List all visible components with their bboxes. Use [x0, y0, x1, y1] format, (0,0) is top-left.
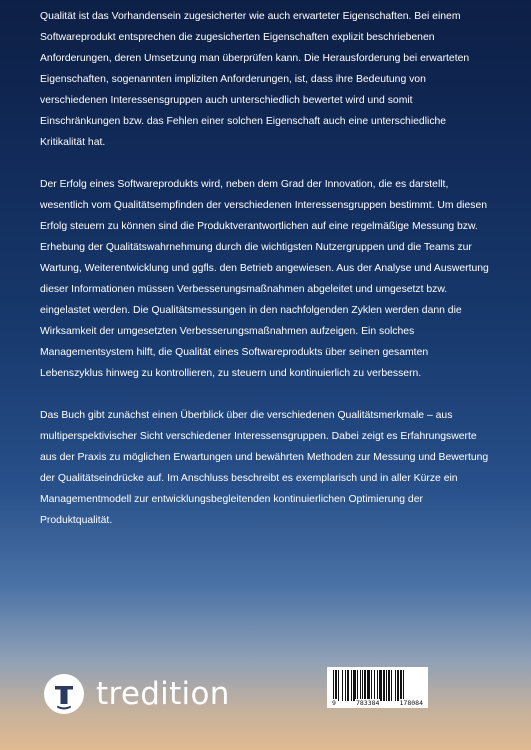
barcode-digit-group-2: 178084: [399, 699, 423, 707]
barcode-bar: [391, 670, 392, 701]
barcode-bar: [383, 670, 385, 701]
barcode-digits: [331, 699, 424, 707]
barcode-bar: [347, 670, 349, 701]
barcode-bar: [403, 670, 404, 701]
barcode-bar: [400, 670, 402, 701]
barcode-bar: [335, 670, 337, 701]
barcode-bar: [342, 670, 343, 701]
barcode-bars: [331, 670, 424, 701]
barcode-bar: [395, 670, 396, 701]
barcode-bar: [353, 670, 356, 701]
barcode-bar: [367, 670, 370, 701]
barcode-bar: [357, 670, 358, 701]
tredition-logo-icon: [44, 674, 84, 714]
publisher-logo: [44, 674, 230, 714]
isbn-barcode: [327, 667, 428, 708]
barcode-bar: [351, 670, 352, 701]
blurb-paragraph-1: Qualität ist das Vorhandensein zugesicherter wie auch erwarteter Eigenschaften. Bei einem Softwareprodukt entsprechen die zugesicherten Eigenschaften explizit beschriebenen Anforderungen, deren Umsetzung man überprüfen kann. Die Herausforderung bei erwarteten Eigenschaften, sogenannten impliziten Anforderungen, ist, dass ihre Bedeutung von verschiedenen Interessensgruppen auch unterschiedlich bewertet wird und somit Einschränkungen bzw. das Fehlen einer solchen Eigenschaft auch eine unterschiedliche Kritikalität hat.: [40, 11, 470, 148]
barcode-bar: [374, 670, 375, 701]
back-cover-text: [40, 6, 490, 552]
barcode-digit-group-1: 783384: [355, 699, 380, 707]
barcode-bar: [362, 670, 363, 701]
barcode-bar: [364, 670, 366, 701]
barcode-bar: [377, 670, 378, 701]
barcode-bar: [371, 670, 372, 701]
barcode-bar: [397, 670, 399, 701]
barcode-bar: [345, 670, 346, 701]
barcode-bar: [388, 670, 390, 701]
barcode-bar: [386, 670, 387, 701]
barcode-bar: [338, 670, 339, 701]
publisher-name: tredition: [96, 676, 230, 712]
barcode-bar: [379, 670, 382, 701]
blurb-paragraph-2: Der Erfolg eines Softwareprodukts wird, neben dem Grad der Innovation, die es darstellt, wesentlich vom Qualitätsempfinden der verschiedenen Interessensgruppen bestimmt. Um diesen Erfolg steuern zu können sind die Produktverantwortlichen auf eine regelmäßige Messung bzw. Erhebung der Qualitätswahrnehmung durch die wichtigsten Nutzergruppen und die Teams zur Wartung, Weiterentwicklung und ggfls. den Betrieb angewiesen. Aus der Analyse und Auswertung dieser Informationen müssen Verbesserungsmaßnahmen abgeleitet und umgesetzt bzw. eingelastet werden. Die Qualitätsmessungen in den nachfolgenden Zyklen werden dann die Wirksamkeit der umgesetzten Verbesserungsmaßnahmen aufzeigen. Ein solches Managementsystem hilft, die Qualität eines Softwareprodukts über seinen gesamten Lebenszyklus hinweg zu kontrollieren, zu steuern und kontinuierlich zu verbessern.: [40, 179, 489, 379]
barcode-digit-first: 9: [332, 699, 336, 707]
barcode-bar: [360, 670, 361, 701]
blurb-paragraph-3: Das Buch gibt zunächst einen Überblick über die verschiedenen Qualitätsmerkmale – aus multiperspektivischer Sicht verschiedener Interessensgruppen. Dabei zeigt es Erfahrungswerte aus der Praxis zu möglichen Erwartungen und bewährten Methoden zur Messung und Bewertung der Qualitätseindrücke auf. Im Anschluss beschreibt es exemplarisch und in aller Kürze ein Managementmodell zur entwicklungsbegleitenden kontinuierlichen Optimierung der Produktqualität.: [40, 410, 489, 526]
barcode-bar: [333, 670, 334, 701]
